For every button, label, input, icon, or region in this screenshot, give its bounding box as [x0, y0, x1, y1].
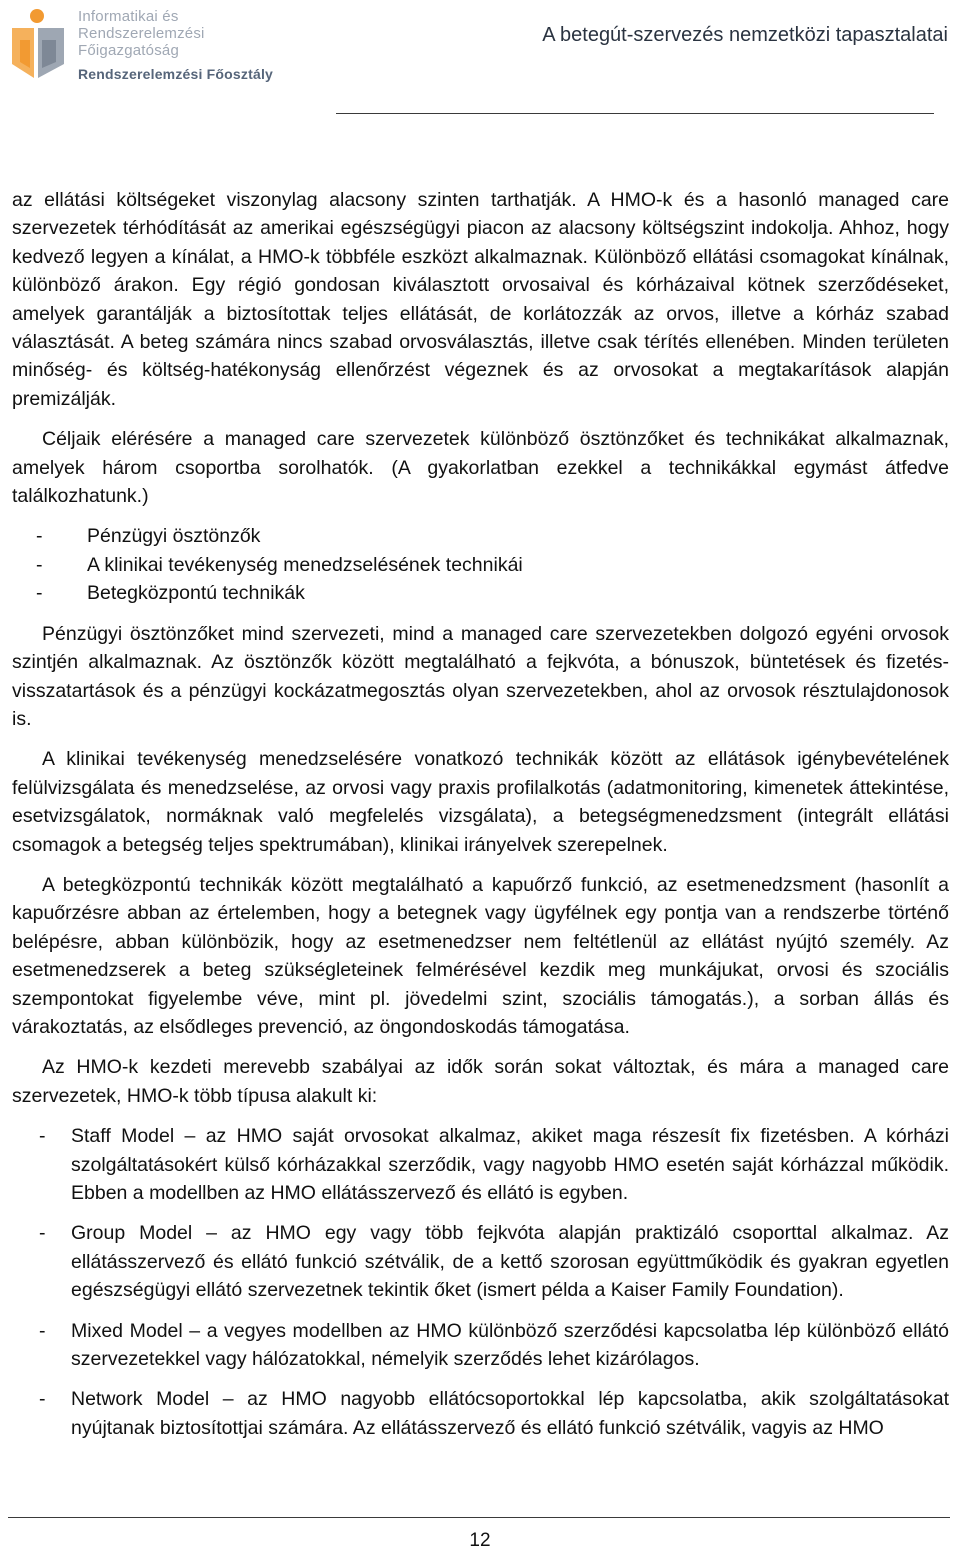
header-divider	[336, 113, 934, 114]
page-header	[0, 0, 960, 118]
list-dash: -	[36, 553, 43, 576]
list-dash: -	[36, 525, 43, 548]
list-item	[12, 1317, 949, 1374]
page-number: 12	[469, 1530, 491, 1551]
list-item-text: A klinikai tevékenység menedzselésének technikái	[87, 553, 523, 576]
list-dash: -	[36, 582, 43, 605]
incentive-category-list	[12, 522, 949, 607]
org-logo-icon	[8, 6, 70, 80]
list-item	[12, 579, 949, 607]
list-item-text: Staff Model – az HMO saját orvosokat alkalmaz, akiket maga részesít fix fizetésben. A kórházi szolgáltatásokért külső kórházakkal szerződik, vagy nagyobb HMO esetén saját kórházzal működik. Ebben a modellben az HMO ellátásszervező és ellátó is egyben.	[71, 1125, 949, 1204]
paragraph: A klinikai tevékenység menedzselésére vonatkozó technikák között az ellátások igénybevételének felülvizsgálata és menedzselése, az orvosi vagy praxis profilalkotás (adatmonitoring, kimenetek áttekintése, esetvizsgálatok, normáknak való megfelelés vizsgálata), a betegségmenedzsment (integrált ellátási csomagok a betegség teljes spektrumában), klinikai irányelvek szerepelnek.	[12, 748, 949, 856]
list-item	[12, 1385, 949, 1442]
list-item-text: Pénzügyi ösztönzők	[87, 525, 261, 548]
org-logo	[8, 6, 328, 86]
list-dash: -	[39, 1125, 46, 1148]
list-dash: -	[39, 1222, 46, 1245]
department-name: Rendszerelemzési Főosztály	[78, 66, 274, 82]
list-item	[12, 522, 949, 550]
list-item-text: Mixed Model – a vegyes modellben az HMO különböző szerződési kapcsolatba lép különböző ellátó szervezetekkel vagy hálózatokkal, némelyik szerződés lehet kizárólagos.	[71, 1319, 949, 1371]
paragraph: Az HMO-k kezdeti merevebb szabályai az idők során sokat változtak, és mára a managed care szervezetek, HMO-k több típusa alakult ki:	[12, 1056, 949, 1107]
document-title: A betegút-szervezés nemzetközi tapasztalatai	[542, 24, 948, 46]
page-body	[12, 186, 949, 1454]
paragraph: az ellátási költségeket viszonylag alacsony szinten tarthatják. A HMO-k és a hasonló managed care szervezetek térhódítását az amerikai egészségügyi piacon az alacsony költségszint indokolja. Ahhoz, hogy kedvező legyen a kínálat, a HMO-k többféle eszközt alkalmaznak. Különböző ellátási csomagokat kínálnak, különböző árakon. Egy régió gondosan kiválasztott orvosaival és kórházaival kötnek szerződéseket, amelyek garantálják a biztosítottak teljes ellátását, de korlátozzák az orvos, illetve a kórház szabad választását. A beteg számára nincs szabad orvosválasztás, illetve csak térítés ellenében. Minden területen minőség- és költség-hatékonyság ellenőrzést végeznek és az orvosokat a megtakarítások alapján premizálják.	[12, 189, 949, 410]
footer-divider	[8, 1517, 950, 1518]
list-item	[12, 1122, 949, 1207]
list-item	[12, 1219, 949, 1304]
paragraph: Pénzügyi ösztönzőket mind szervezeti, mind a managed care szervezetekben dolgozó egyéni orvosok szintjén alkalmaznak. Az ösztönzők között megtalálható a fejkvóta, a bónuszok, büntetések és fizetés-visszatartások és a pénzügyi kockázatmegosztás olyan szervezetekben, ahol az orvosok résztulajdonosok is.	[12, 622, 949, 730]
list-item	[12, 551, 949, 579]
list-item-text: Betegközpontú technikák	[87, 582, 305, 605]
org-name-line-1: Informatikai és	[78, 8, 179, 25]
list-dash: -	[39, 1388, 46, 1411]
paragraph: A betegközpontú technikák között megtalálható a kapuőrző funkció, az esetmenedzsment (hasonlít a kapuőrzésre abban az értelemben, hogy a betegnek vagy ügyfélnek egy pontja van a rendszerbe történő belépésre, abban különbözik, hogy az esetmenedzser nem feltétlenül az ellátást nyújtó személy. Az esetmenedzserek a beteg szükségleteinek felmérésével kezdik meg munkájukat, orvosi és szociális szempontokat figyelembe véve, mint pl. jövedelmi szint, szociális támogatás.), a sorban állás és várakoztatás, az elsődleges prevenció, az öngondoskodás támogatása.	[12, 873, 949, 1038]
list-item-text: Network Model – az HMO nagyobb ellátócsoportokkal lép kapcsolatba, akik szolgáltatásokat nyújtanak biztosítottjai számára. Az ellátásszervező és ellátó funkció szétválik, vagyis az HMO	[71, 1388, 949, 1439]
list-dash: -	[39, 1319, 46, 1342]
org-name-line-2: Rendszerelemzési	[78, 25, 205, 42]
hmo-model-list	[12, 1122, 949, 1442]
list-item-text: Group Model – az HMO egy vagy több fejkvóta alapján praktizáló csoporttal alkalmaz. Az ellátásszervező és ellátó funkció szétválik, de a kettő szorosan együttműködik és gyakran egyetlen egészségügyi ellátó szervezetnek tekintik őket (ismert példa a Kaiser Family Foundation).	[71, 1222, 949, 1302]
paragraph: Céljaik elérésére a managed care szervezetek különböző ösztönzőket és technikákat alkalmaznak, amelyek három csoportba sorolhatók. (A gyakorlatban ezekkel a technikákkal egymást átfedve találkozhatunk.)	[12, 428, 949, 508]
org-name-line-3: Főigazgatóság	[78, 42, 180, 59]
